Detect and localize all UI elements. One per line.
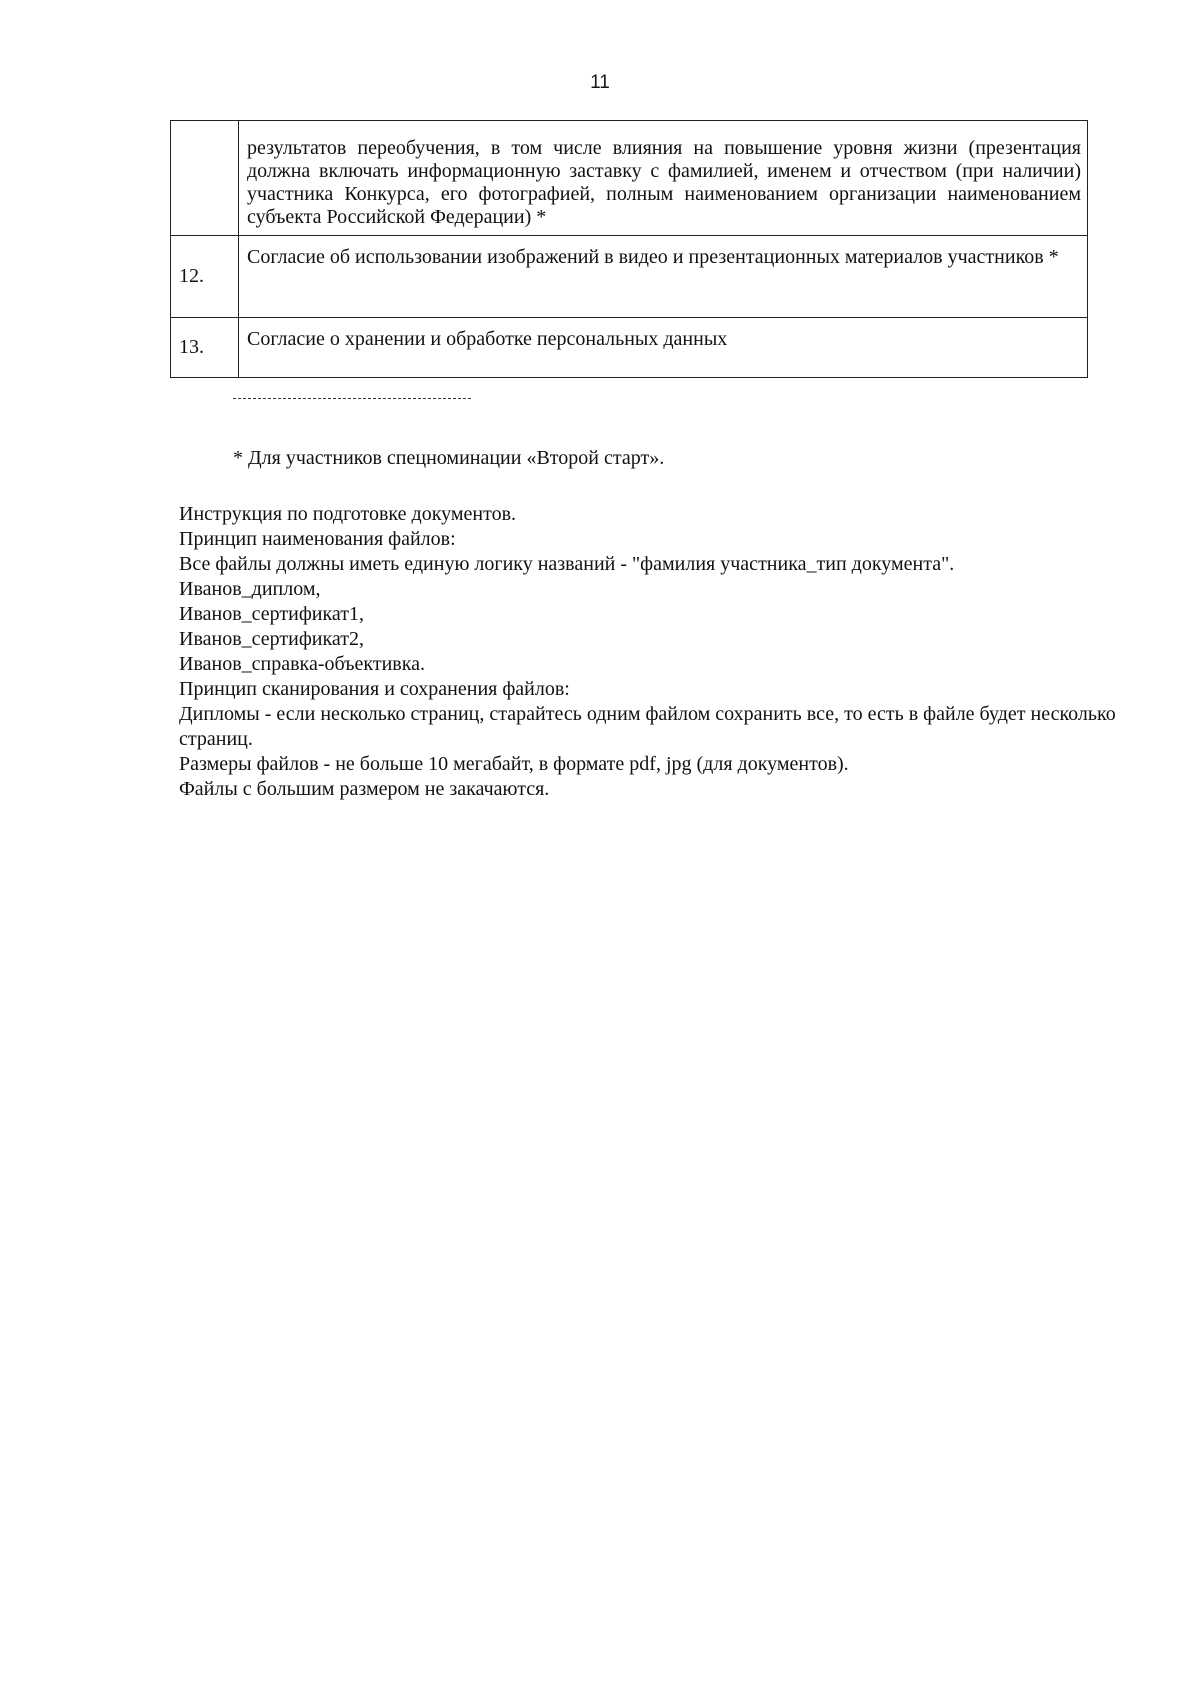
table-row bbox=[171, 318, 1088, 378]
instructions-example: Иванов_сертификат2, bbox=[179, 628, 364, 650]
row-text: Согласие о хранении и обработке персональных данных bbox=[239, 318, 1088, 378]
instructions-line: Принцип сканирования и сохранения файлов: bbox=[179, 678, 570, 700]
footnote-separator bbox=[233, 398, 471, 399]
instructions-line: Файлы с большим размером не закачаются. bbox=[179, 778, 550, 800]
row-number bbox=[171, 121, 239, 236]
instructions-heading: Инструкция по подготовке документов. bbox=[179, 503, 517, 525]
instructions-line: Все файлы должны иметь единую логику названий - "фамилия участника_тип документа". bbox=[179, 553, 955, 575]
documents-table bbox=[170, 120, 1088, 378]
row-number: 12. bbox=[171, 236, 239, 318]
instructions-line: Размеры файлов - не больше 10 мегабайт, в формате pdf, jpg (для документов). bbox=[179, 753, 849, 775]
footnote: * Для участников спецноминации «Второй старт». bbox=[233, 447, 665, 469]
instructions-example: Иванов_справка-объективка. bbox=[179, 653, 426, 675]
row-text: результатов переобучения, в том числе влияния на повышение уровня жизни (презентация должна включать информационную заставку с фамилией, именем и отчеством (при наличии) участника Конкурса, его фотографией, полным наименованием организации наименованием субъекта Российской Федерации) * bbox=[239, 121, 1088, 236]
table-row bbox=[171, 236, 1088, 318]
instructions-block bbox=[179, 502, 1129, 802]
instructions-line: Принцип наименования файлов: bbox=[179, 528, 456, 550]
table-row bbox=[171, 121, 1088, 236]
instructions-example: Иванов_сертификат1, bbox=[179, 603, 364, 625]
row-number: 13. bbox=[171, 318, 239, 378]
row-text: Согласие об использовании изображений в видео и презентационных материалов участников * bbox=[239, 236, 1088, 318]
instructions-line: Дипломы - если несколько страниц, старайтесь одним файлом сохранить все, то есть в файле будет несколько страниц. bbox=[179, 703, 1116, 750]
instructions-example: Иванов_диплом, bbox=[179, 578, 321, 600]
page-number: 11 bbox=[590, 72, 610, 93]
